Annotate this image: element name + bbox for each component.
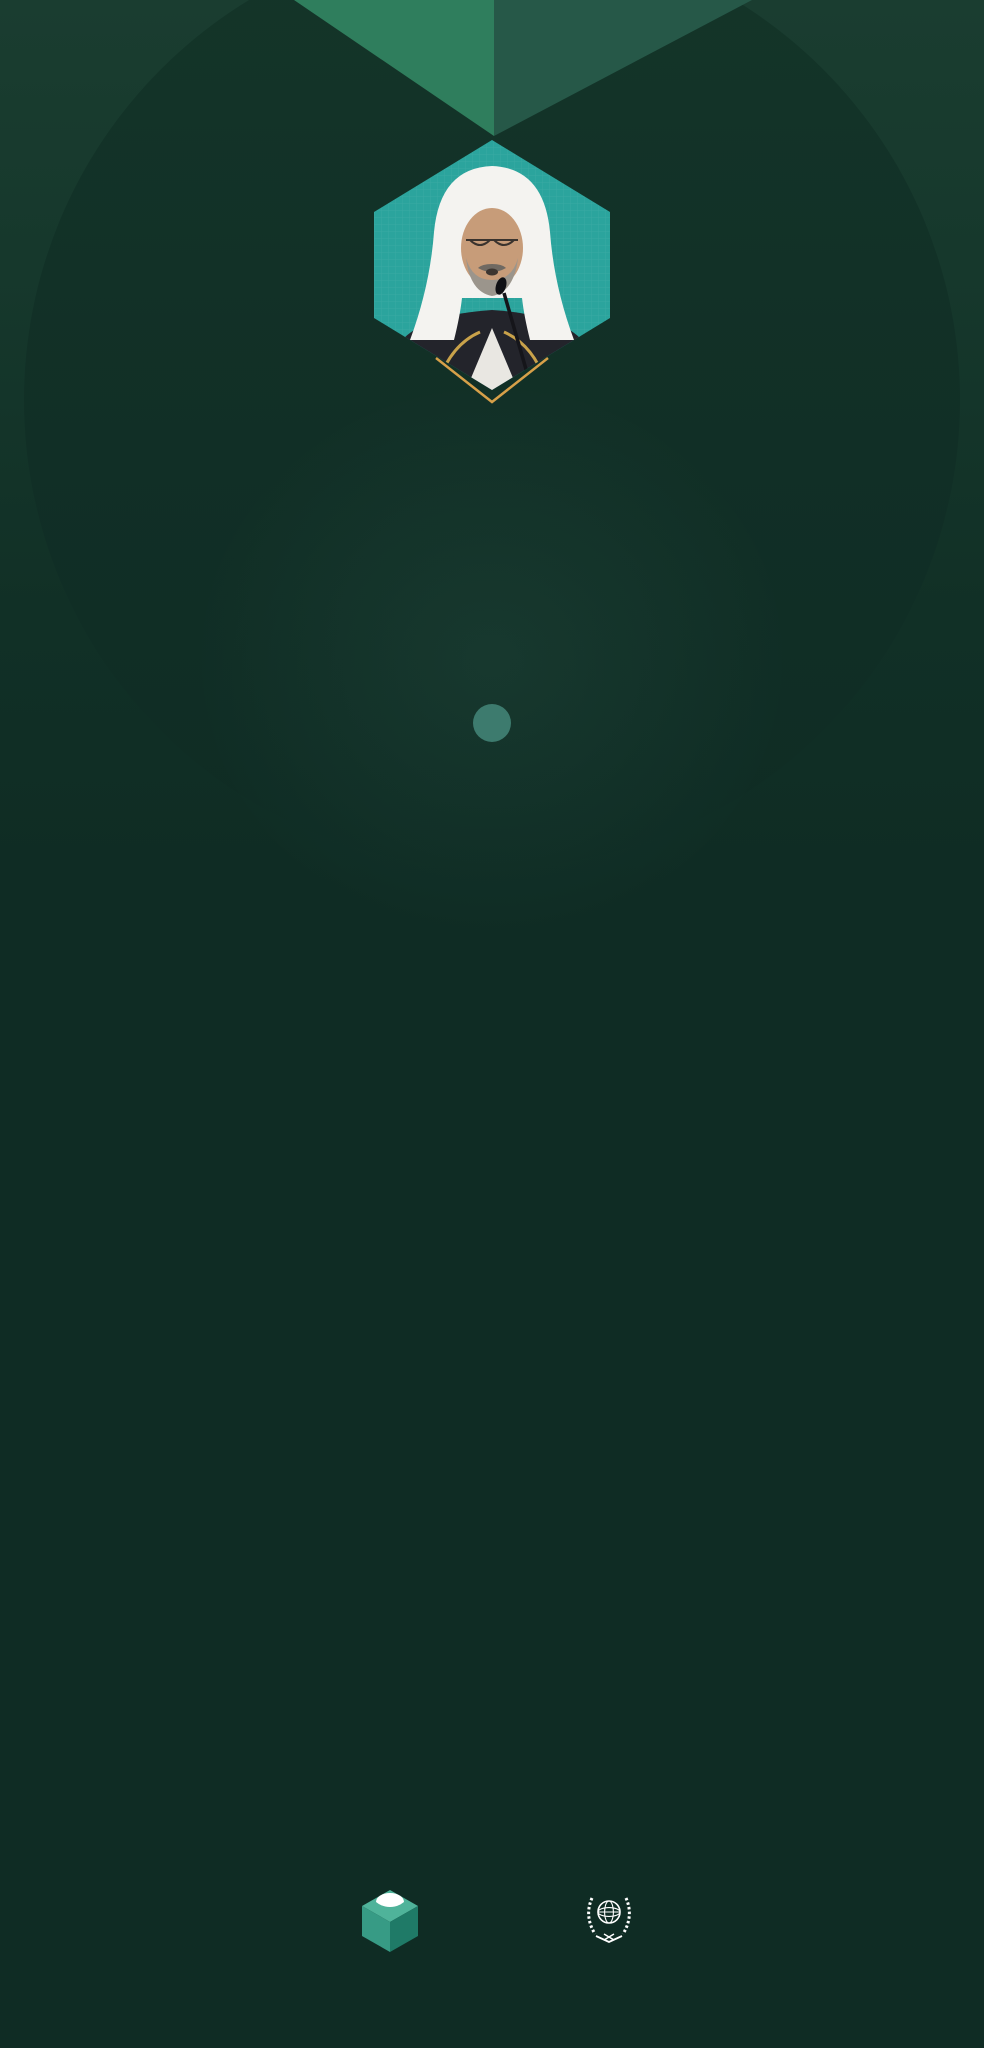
gold-chevron-icon bbox=[434, 356, 550, 406]
conference-logo bbox=[348, 1890, 418, 1952]
page-number-badge bbox=[473, 704, 511, 742]
footer bbox=[0, 1890, 984, 1952]
column-right bbox=[505, 770, 948, 1678]
column-left bbox=[36, 770, 479, 1678]
mwl-emblem-icon bbox=[582, 1890, 636, 1946]
body-columns bbox=[36, 770, 948, 1678]
mwl-logo bbox=[568, 1890, 636, 1946]
conference-cube-icon bbox=[362, 1890, 418, 1952]
speaker-photo-illustration bbox=[374, 140, 610, 390]
